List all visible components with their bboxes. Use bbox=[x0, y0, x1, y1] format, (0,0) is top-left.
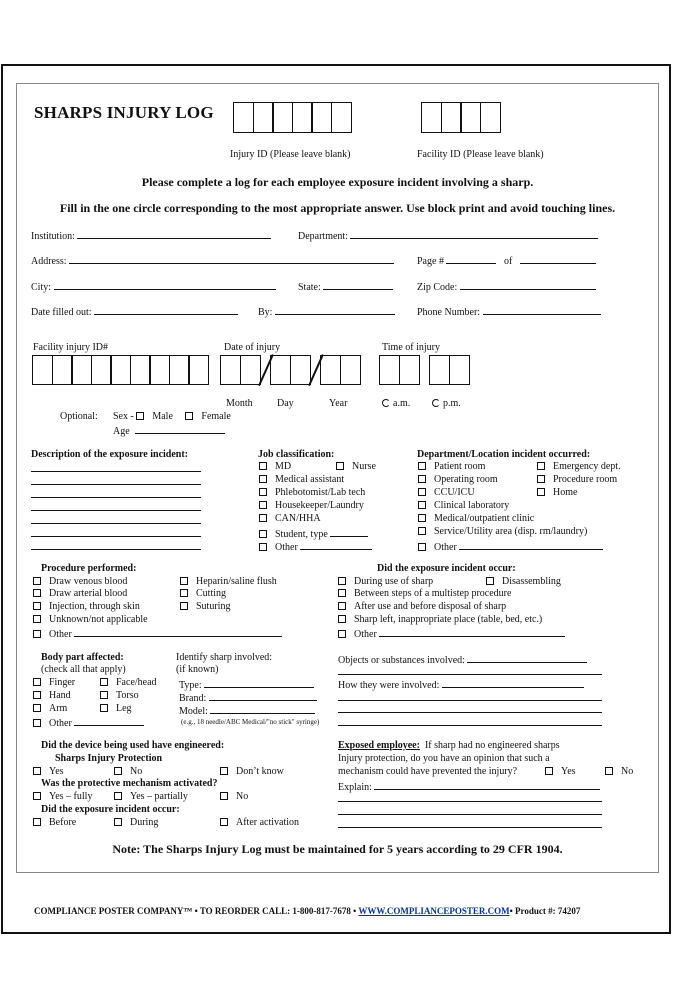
body-item[interactable]: Torso bbox=[100, 690, 139, 701]
body-item[interactable]: Face/head bbox=[100, 677, 157, 688]
procedure-item[interactable]: Unknown/not applicable bbox=[33, 614, 148, 625]
sex-label: Sex - bbox=[113, 411, 134, 422]
age-field[interactable] bbox=[113, 423, 225, 437]
day-label: Day bbox=[277, 398, 294, 409]
checkbox-icon[interactable] bbox=[418, 475, 426, 483]
checkbox-icon[interactable] bbox=[136, 412, 144, 420]
by-label: By: bbox=[258, 307, 273, 318]
procedure-heading: Procedure performed: bbox=[41, 563, 137, 574]
checkbox-icon[interactable] bbox=[259, 475, 267, 483]
checkbox-icon[interactable] bbox=[338, 602, 346, 610]
page-field[interactable] bbox=[417, 253, 596, 267]
checkbox-icon[interactable] bbox=[220, 792, 228, 800]
checkbox-icon[interactable] bbox=[605, 767, 613, 775]
age-label: Age bbox=[113, 426, 130, 437]
body-item[interactable]: Hand bbox=[33, 690, 71, 701]
device-before[interactable]: Before bbox=[33, 817, 76, 828]
facility-id-label: Facility ID (Please leave blank) bbox=[417, 149, 544, 160]
facility-injury-id-boxes[interactable] bbox=[32, 355, 209, 385]
sharp-model-field[interactable]: Model: bbox=[179, 703, 315, 717]
explain-line[interactable] bbox=[338, 814, 602, 815]
facility-id-boxes[interactable] bbox=[421, 102, 501, 133]
year-label: Year bbox=[329, 398, 348, 409]
device-after[interactable]: After activation bbox=[220, 817, 299, 828]
date-filled-label: Date filled out: bbox=[31, 307, 92, 318]
form-title: SHARPS INJURY LOG bbox=[34, 103, 214, 122]
explain-line[interactable] bbox=[338, 801, 602, 802]
occur-item[interactable]: Sharp left, inappropriate place (table, bed, etc.) bbox=[338, 614, 542, 625]
checkbox-icon[interactable] bbox=[259, 530, 267, 538]
body-sub: (check all that apply) bbox=[41, 664, 126, 675]
website-link[interactable]: WWW.COMPLIANCEPOSTER.COM bbox=[358, 906, 510, 916]
body-item[interactable]: Finger bbox=[33, 677, 75, 688]
checkbox-icon[interactable] bbox=[33, 589, 41, 597]
job-item[interactable]: Housekeeper/Laundry bbox=[259, 500, 364, 511]
time-of-injury-label: Time of injury bbox=[382, 342, 440, 353]
procedure-item[interactable]: Other bbox=[33, 626, 282, 640]
procedure-item[interactable]: Heparin/saline flush bbox=[180, 576, 277, 587]
checkbox-icon[interactable] bbox=[336, 462, 344, 470]
exposed-label: Exposed employee: bbox=[338, 740, 420, 751]
occur-item[interactable]: Other bbox=[338, 626, 565, 640]
injury-id-boxes[interactable] bbox=[233, 102, 352, 133]
checkbox-icon[interactable] bbox=[100, 678, 108, 686]
time-minute-boxes[interactable] bbox=[429, 355, 470, 385]
checkbox-icon[interactable] bbox=[180, 589, 188, 597]
device-question-3: Did the exposure incident occur: bbox=[41, 804, 180, 815]
dept-item[interactable]: Operating room bbox=[418, 474, 498, 485]
department-label: Department: bbox=[298, 231, 348, 242]
state-label: State: bbox=[298, 282, 321, 293]
optional-label: Optional: bbox=[60, 411, 98, 422]
exposed-no[interactable]: No bbox=[605, 766, 633, 777]
address-label: Address: bbox=[31, 256, 67, 267]
checkbox-icon[interactable] bbox=[114, 792, 122, 800]
job-heading: Job classification: bbox=[258, 449, 335, 460]
dept-item[interactable]: Other bbox=[418, 539, 603, 553]
checkbox-icon[interactable] bbox=[259, 514, 267, 522]
sharp-heading: Identify sharp involved: bbox=[176, 652, 273, 663]
checkbox-icon[interactable] bbox=[418, 514, 426, 522]
state-field[interactable] bbox=[298, 279, 393, 293]
phone-field[interactable] bbox=[417, 304, 601, 318]
checkbox-icon[interactable] bbox=[418, 462, 426, 470]
sex-field[interactable] bbox=[113, 411, 231, 422]
dept-item[interactable]: Medical/outpatient clinic bbox=[418, 513, 534, 524]
device-yes[interactable]: Yes bbox=[33, 766, 64, 777]
checkbox-icon[interactable] bbox=[33, 678, 41, 686]
sharp-sub: (if known) bbox=[176, 664, 219, 675]
explain-line[interactable] bbox=[338, 827, 602, 828]
device-yes-partially[interactable]: Yes – partially bbox=[114, 791, 188, 802]
checkbox-icon[interactable] bbox=[418, 543, 426, 551]
job-item[interactable]: CAN/HHA bbox=[259, 513, 321, 524]
checkbox-icon[interactable] bbox=[537, 475, 545, 483]
body-item[interactable]: Arm bbox=[33, 703, 67, 714]
institution-label: Institution: bbox=[31, 231, 75, 242]
description-heading: Description of the exposure incident: bbox=[31, 449, 189, 460]
checkbox-icon[interactable] bbox=[114, 767, 122, 775]
checkbox-icon[interactable] bbox=[33, 615, 41, 623]
checkbox-icon[interactable] bbox=[220, 818, 228, 826]
checkbox-icon[interactable] bbox=[259, 462, 267, 470]
checkbox-icon[interactable] bbox=[33, 704, 41, 712]
dept-item[interactable]: Clinical laboratory bbox=[418, 500, 509, 511]
checkbox-icon[interactable] bbox=[418, 527, 426, 535]
retention-note: Note: The Sharps Injury Log must be maintained for 5 years according to 29 CFR 1904. bbox=[112, 842, 563, 856]
how-line[interactable] bbox=[338, 712, 602, 713]
exposed-line-1: Exposed employee: If sharp had no engineered sharps bbox=[338, 740, 560, 751]
job-nurse[interactable]: Nurse bbox=[336, 461, 376, 472]
checkbox-icon[interactable] bbox=[180, 602, 188, 610]
footer bbox=[34, 906, 580, 916]
dept-item[interactable]: Emergency dept. bbox=[537, 461, 621, 472]
sharp-brand-field[interactable]: Brand: bbox=[179, 690, 317, 704]
address-field[interactable] bbox=[31, 253, 394, 267]
device-dont-know[interactable]: Don’t know bbox=[220, 766, 284, 777]
injury-year-boxes[interactable] bbox=[320, 355, 361, 385]
checkbox-icon[interactable] bbox=[259, 501, 267, 509]
checkbox-icon[interactable] bbox=[185, 412, 193, 420]
dept-heading: Department/Location incident occurred: bbox=[417, 449, 591, 460]
dept-item[interactable]: Patient room bbox=[418, 461, 485, 472]
circle-icon bbox=[382, 399, 390, 407]
footer-company: COMPLIANCE POSTER COMPANY™ • TO REORDER CALL: 1-800-817-7678 • bbox=[34, 906, 357, 916]
checkbox-icon[interactable] bbox=[33, 792, 41, 800]
device-question-1: Did the device being used have engineered: bbox=[41, 740, 225, 751]
injury-id-label: Injury ID (Please leave blank) bbox=[230, 149, 351, 160]
month-label: Month bbox=[226, 398, 253, 409]
injury-month-boxes[interactable] bbox=[220, 355, 261, 385]
explain-field[interactable]: Explain: bbox=[338, 779, 600, 793]
injury-day-boxes[interactable] bbox=[270, 355, 311, 385]
by-field[interactable] bbox=[258, 304, 395, 318]
circle-icon bbox=[432, 399, 440, 407]
pm-option[interactable]: p.m. bbox=[432, 398, 461, 409]
dept-item[interactable]: Procedure room bbox=[537, 474, 617, 485]
checkbox-icon[interactable] bbox=[220, 767, 228, 775]
job-md[interactable]: MD bbox=[259, 461, 291, 472]
body-heading: Body part affected: bbox=[41, 652, 124, 663]
male-label: Male bbox=[152, 411, 173, 422]
am-option[interactable]: a.m. bbox=[382, 398, 410, 409]
procedure-item[interactable]: Draw arterial blood bbox=[33, 588, 127, 599]
checkbox-icon[interactable] bbox=[537, 488, 545, 496]
of-label: of bbox=[503, 256, 513, 267]
sharp-type-field[interactable]: Type: bbox=[179, 677, 314, 691]
occur-heading: Did the exposure incident occur: bbox=[377, 563, 516, 574]
city-field[interactable] bbox=[31, 279, 276, 293]
checkbox-icon[interactable] bbox=[259, 488, 267, 496]
checkbox-icon[interactable] bbox=[100, 704, 108, 712]
instruction-line-1: Please complete a log for each employee exposure incident involving a sharp. bbox=[141, 175, 534, 189]
exposed-yes[interactable]: Yes bbox=[545, 766, 576, 777]
female-label: Female bbox=[201, 411, 231, 422]
checkbox-icon[interactable] bbox=[545, 767, 553, 775]
institution-field[interactable] bbox=[31, 228, 271, 242]
procedure-item[interactable]: Cutting bbox=[180, 588, 226, 599]
dept-item[interactable]: CCU/ICU bbox=[418, 487, 475, 498]
checkbox-icon[interactable] bbox=[537, 462, 545, 470]
occur-item[interactable]: After use and before disposal of sharp bbox=[338, 601, 506, 612]
body-item[interactable]: Leg bbox=[100, 703, 132, 714]
job-item[interactable]: Student, type bbox=[259, 526, 368, 540]
exposed-line-2: Injury protection, do you have an opinion that such a bbox=[338, 753, 550, 764]
procedure-item[interactable]: Injection, through skin bbox=[33, 601, 140, 612]
objects-field[interactable]: Objects or substances involved: bbox=[338, 652, 587, 666]
date-of-injury-label: Date of injury bbox=[224, 342, 281, 353]
device-yes-fully[interactable]: Yes – fully bbox=[33, 791, 92, 802]
checkbox-icon[interactable] bbox=[33, 818, 41, 826]
department-field[interactable] bbox=[298, 228, 598, 242]
device-during[interactable]: During bbox=[114, 817, 158, 828]
checkbox-icon[interactable] bbox=[114, 818, 122, 826]
job-item[interactable]: Other bbox=[259, 539, 372, 553]
checkbox-icon[interactable] bbox=[259, 543, 267, 551]
device-question-1b: Sharps Injury Protection bbox=[55, 753, 163, 764]
checkbox-icon[interactable] bbox=[338, 615, 346, 623]
procedure-item[interactable]: Suturing bbox=[180, 601, 230, 612]
time-hour-boxes[interactable] bbox=[379, 355, 420, 385]
body-item[interactable]: Other bbox=[33, 715, 144, 729]
occur-item[interactable]: Disassembling bbox=[486, 576, 561, 587]
dept-item[interactable]: Home bbox=[537, 487, 577, 498]
instruction-line-2: Fill in the one circle corresponding to the most appropriate answer. Use block print and avoid touching lines. bbox=[59, 201, 616, 215]
device-no-2[interactable]: No bbox=[220, 791, 248, 802]
device-no[interactable]: No bbox=[114, 766, 142, 777]
checkbox-icon[interactable] bbox=[338, 589, 346, 597]
zip-field[interactable] bbox=[417, 279, 596, 293]
checkbox-icon[interactable] bbox=[338, 577, 346, 585]
exposed-line-3: mechanism could have prevented the injury? bbox=[338, 766, 518, 777]
occur-item[interactable]: During use of sharp bbox=[338, 576, 433, 587]
checkbox-icon[interactable] bbox=[33, 577, 41, 585]
checkbox-icon[interactable] bbox=[100, 691, 108, 699]
page-label: Page # bbox=[417, 256, 444, 267]
job-item[interactable]: Medical assistant bbox=[259, 474, 344, 485]
dept-item[interactable]: Service/Utility area (disp. rm/laundry) bbox=[418, 526, 587, 537]
how-line[interactable] bbox=[338, 725, 602, 726]
date-filled-field[interactable] bbox=[31, 304, 238, 318]
phone-label: Phone Number: bbox=[417, 307, 481, 318]
procedure-item[interactable]: Draw venous blood bbox=[33, 576, 127, 587]
checkbox-icon[interactable] bbox=[180, 577, 188, 585]
facility-injury-id-label: Facility injury ID# bbox=[33, 342, 108, 353]
checkbox-icon[interactable] bbox=[33, 630, 41, 638]
checkbox-icon[interactable] bbox=[33, 719, 41, 727]
zip-label: Zip Code: bbox=[417, 282, 458, 293]
checkbox-icon[interactable] bbox=[33, 767, 41, 775]
checkbox-icon[interactable] bbox=[418, 501, 426, 509]
checkbox-icon[interactable] bbox=[33, 691, 41, 699]
device-question-2: Was the protective mechanism activated? bbox=[41, 778, 218, 789]
occur-item[interactable]: Between steps of a multistep procedure bbox=[338, 588, 511, 599]
checkbox-icon[interactable] bbox=[338, 630, 346, 638]
checkbox-icon[interactable] bbox=[33, 602, 41, 610]
footer-product: • Product #: 74207 bbox=[509, 906, 581, 916]
job-item[interactable]: Phlebotomist/Lab tech bbox=[259, 487, 365, 498]
sharp-example: (e.g., 18 needle/ABC Medical/"no stick" syringe) bbox=[181, 718, 320, 726]
checkbox-icon[interactable] bbox=[418, 488, 426, 496]
how-line[interactable] bbox=[338, 700, 602, 701]
checkbox-icon[interactable] bbox=[486, 577, 494, 585]
objects-line[interactable] bbox=[338, 674, 602, 675]
city-label: City: bbox=[31, 282, 52, 293]
how-field[interactable]: How they were involved: bbox=[338, 677, 584, 691]
